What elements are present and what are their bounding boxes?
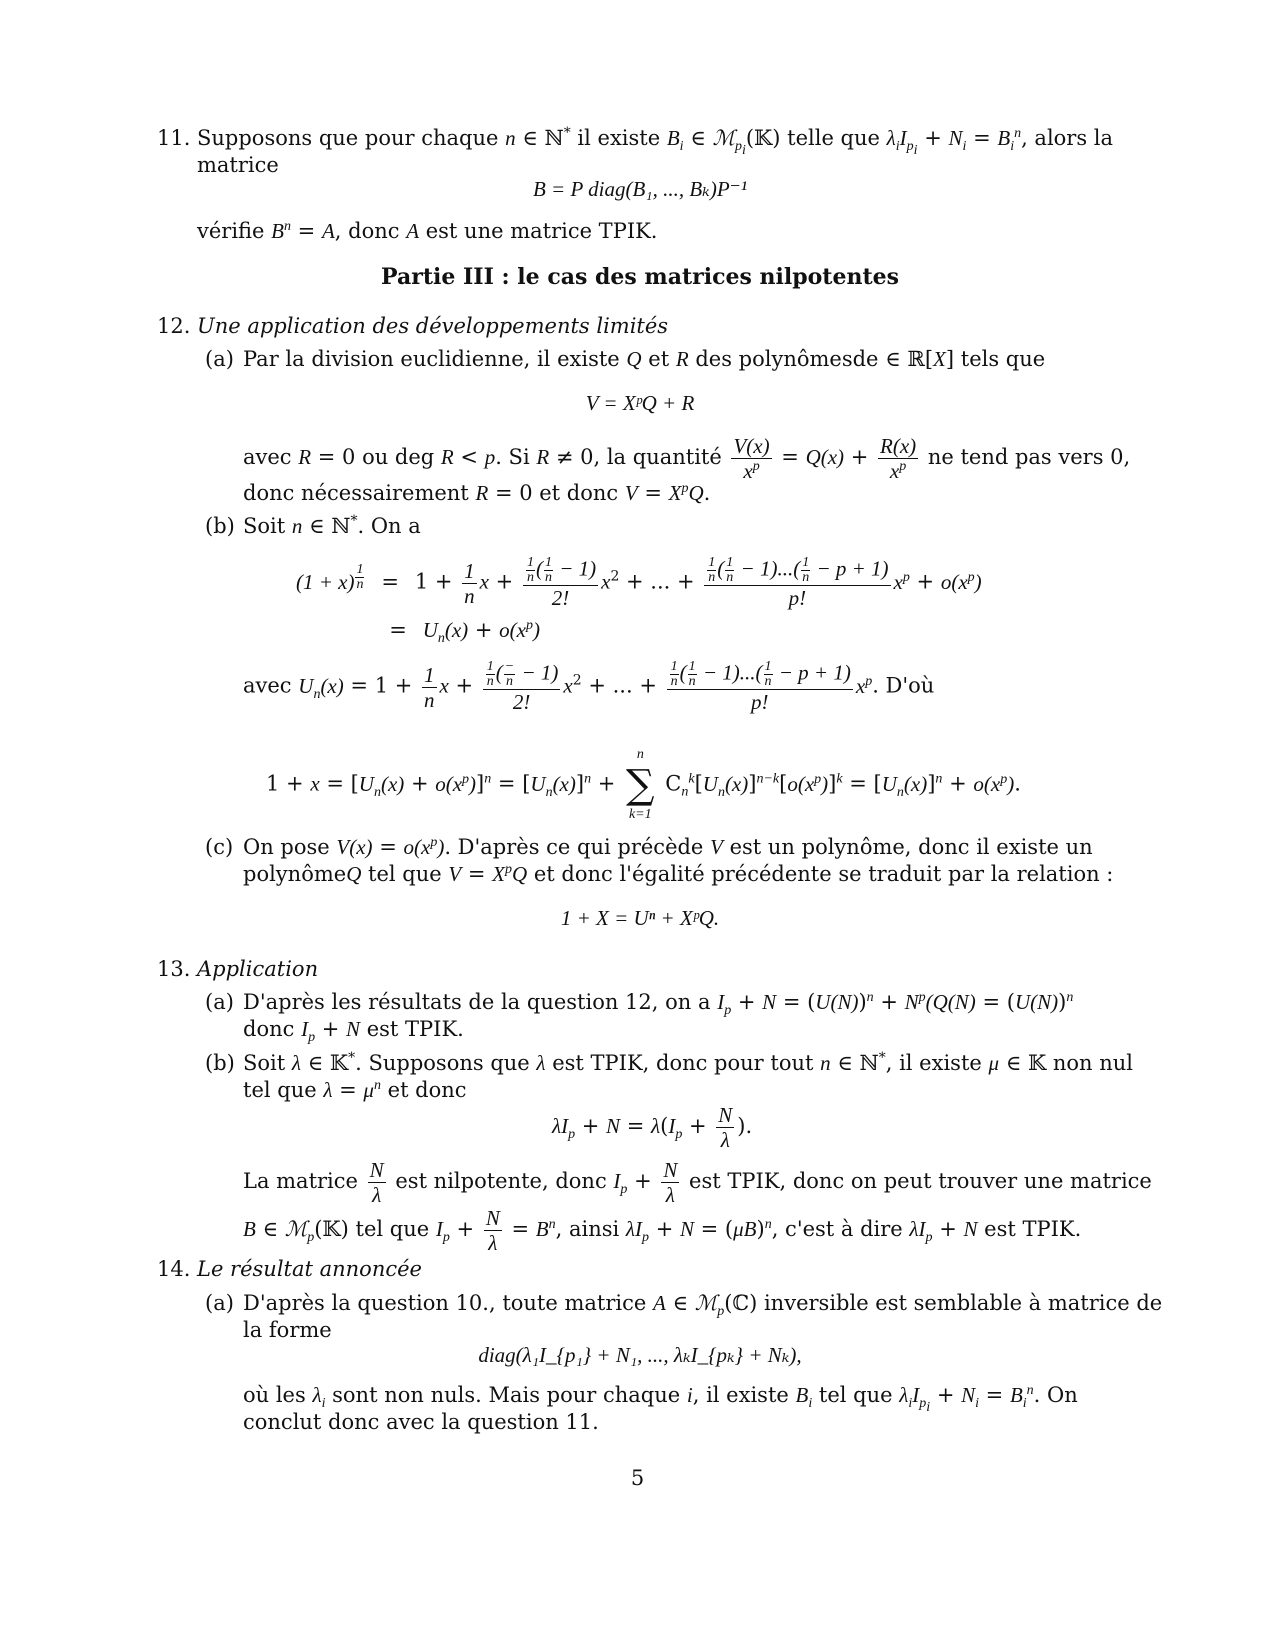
q12b-expansion-line2: = $U_n(x) + o(x^p)$ xyxy=(389,618,540,647)
q14a-line3: où les $\lambda_i$ sont non nuls. Mais pour chaque i, il existe $B_i$ tel que $\lambda_iI_{p_i} + N_i = B_i^n$. On xyxy=(243,1383,1078,1415)
q13b-line2: tel que $\lambda = \mu^n$ et donc xyxy=(243,1078,467,1102)
q12c-line2: polynômeQ tel que $V = X^pQ$ et donc l'égalité précédente se traduit par la relation : xyxy=(243,862,1114,886)
q11-number: 11. xyxy=(157,126,191,150)
q14a-equation: diag(λ₁I_{p₁} + N₁, ..., λₖI_{pₖ} + Nₖ), xyxy=(478,1343,802,1367)
q13b-line4: B ∈ ℳ$_p$(𝕂) tel que $I_p$ + $\frac{N}{\lambda}$ = $B^n$, ainsi $\lambda I_p + N = (\mu B)^n$, c'est à dire $\lambda I_p + N$ est TPIK. xyxy=(243,1206,1082,1255)
q13-heading xyxy=(157,956,318,983)
q11-line3: vérifie $B^n = A$, donc A est une matrice TPIK. xyxy=(197,219,658,243)
q12a-equation: V = XᵖQ + R xyxy=(585,391,695,415)
q12a-line2: avec R = 0 ou deg R < p. Si R ≠ 0, la quantité $\frac{V(x)}{x^p}$ = Q(x) + $\frac{R(x)}{x^p}$ ne tend pas vers 0, xyxy=(243,434,1131,483)
q13b-line1: (b) Soit λ ∈ 𝕂*. Supposons que λ est TPIK, donc pour tout n ∈ ℕ*, il existe μ ∈ 𝕂 non nul xyxy=(205,1050,1134,1075)
fraction-V-over-xp: $\frac{V(x)}{x^p}$ xyxy=(733,434,770,483)
q14a-line1: (a) D'après la question 10., toute matrice A ∈ ℳ$_p$(ℂ) inversible est semblable à matrice de xyxy=(205,1291,1163,1320)
q12b-label: (b) xyxy=(205,514,235,538)
q13b-equation: $\lambda I_p + N = \lambda(I_p$ + $\frac{N}{\lambda}$ ). xyxy=(552,1103,753,1152)
q14-number: 14. xyxy=(157,1257,191,1281)
q12-heading xyxy=(157,313,668,340)
q12b-line1: (b) Soit n ∈ ℕ*. On a xyxy=(205,513,421,538)
q12a-line3: donc nécessairement R = 0 et donc $V = X^pQ$. xyxy=(243,481,711,505)
q13-title: Application xyxy=(197,957,319,981)
q14a-line4: conclut donc avec la question 11. xyxy=(243,1410,599,1434)
fraction-R-over-xp: $\frac{R(x)}{x^p}$ xyxy=(880,434,917,483)
q11-line2: matrice xyxy=(197,153,279,177)
q12b-binomial-equation: $1 + x = [U_n(x) + o(x^p)]^n = [U_n(x)]^n$ + n ∑ k=1 $C_n^k[U_n(x)]^{n-k}[o(x^p)]^k = [U_n(x)]^n + o(x^p)$. xyxy=(266,745,1021,825)
q13b-label: (b) xyxy=(205,1051,235,1075)
q13a-line2: donc $I_p + N$ est TPIK. xyxy=(243,1017,464,1046)
q12c-equation: 1 + X = Uⁿ + XᵖQ. xyxy=(560,906,720,930)
q14a-line2: la forme xyxy=(243,1318,332,1342)
q14a-label: (a) xyxy=(205,1291,234,1315)
q13b-line3: La matrice $\frac{N}{\lambda}$ est nilpotente, donc $I_p$ + $\frac{N}{\lambda}$ est TPIK, donc on peut trouver une matrice xyxy=(243,1158,1152,1207)
q13a-label: (a) xyxy=(205,990,234,1014)
q14-title: Le résultat annoncée xyxy=(197,1257,422,1281)
q12c-line1: (c) On pose $V(x) = o(x^p)$. D'après ce qui précède V est un polynôme, donc il existe un xyxy=(205,835,1093,859)
q12b-line-avec: avec $U_n(x) = 1$ + $\frac{1}{n}$ x + $\frac{1}{n}$ ( − n − 1) 2! $x^2$ + ... + $\frac{1}{n}$ ( $\frac{1}{n}$ − 1)...( $\frac{1}{n}$ − p + 1) p! $x^p$. D'où xyxy=(243,659,935,714)
q12b-expansion-line1: (1 + x) $^{\frac{1}{n}}$ = 1 + $\frac{1}{n}$ x + $\frac{1}{n}$ ( $\frac{1}{n}$ − 1) 2! $x^2$ + ... + $\frac{1}{n}$ ( $\frac{1}{n}$ − 1)...( $\frac{1}{n}$ − p + 1) p! $x^p + o(x^p)$ xyxy=(296,555,982,610)
q12a-line1: (a) Par la division euclidienne, il existe Q et R des polynômesde ∈ ℝ[X] tels que xyxy=(205,347,1046,371)
q13-number: 13. xyxy=(157,957,191,981)
page-number: 5 xyxy=(630,1466,645,1490)
q11-equation: B = P diag(B₁, ..., Bₖ)P⁻¹ xyxy=(532,177,748,201)
q12-title: Une application des développements limités xyxy=(197,314,669,338)
sum-symbol: n ∑ k=1 xyxy=(626,747,655,822)
q11-line1: 11. Supposons que pour chaque n ∈ ℕ* il existe $B_i$ ∈ ℳ$_{p_i}$(𝕂) telle que $\lambda_iI_{p_i} + N_i = B_i^n$, alors la xyxy=(157,125,1114,158)
q12a-label: (a) xyxy=(205,347,234,371)
q12c-label: (c) xyxy=(205,835,234,859)
part3-title: Partie III : le cas des matrices nilpotentes xyxy=(381,264,899,290)
q14-heading xyxy=(157,1256,422,1283)
q12-number: 12. xyxy=(157,314,191,338)
q13a-line1: (a) D'après les résultats de la question 12, on a $I_p + N = (U(N))^n + N^p(Q(N) = (U(N))^n$ xyxy=(205,990,1074,1019)
